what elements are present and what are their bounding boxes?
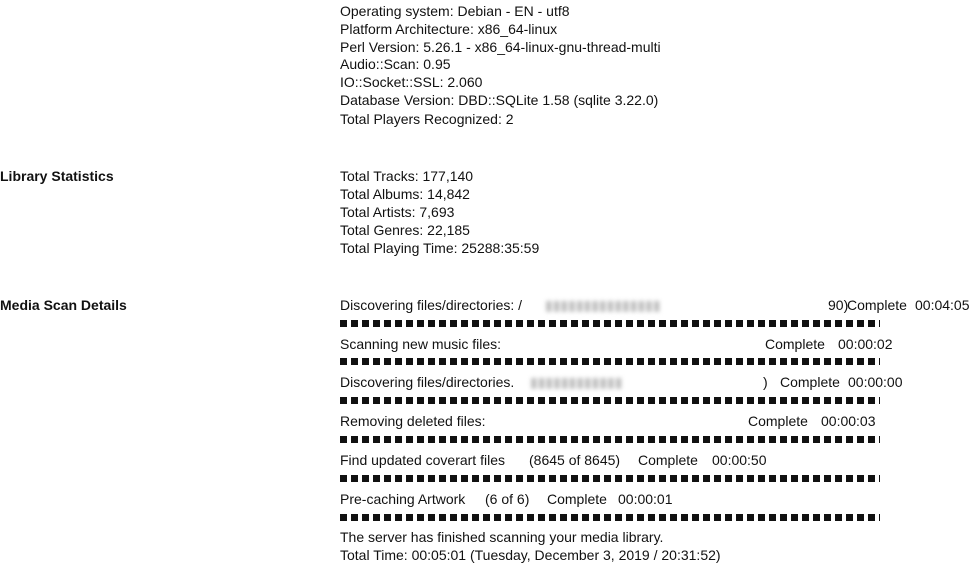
scan-step-name: Removing deleted files:	[340, 413, 486, 429]
redacted-path: ▮▮▮▮▮▮▮▮▮▮▮▮▮▮▮	[545, 297, 661, 313]
scan-step-time: 00:00:01	[618, 491, 673, 507]
scan-total-time: Total Time: 00:05:01 (Tuesday, December 3, 2019 / 20:31:52)	[340, 547, 721, 563]
scan-step-name: Discovering files/directories: /	[340, 297, 523, 313]
scan-step-detail: (6 of 6)	[485, 491, 530, 507]
perl-version: Perl Version: 5.26.1 - x86_64-linux-gnu-thread-multi	[340, 39, 661, 55]
total-genres: Total Genres: 22,185	[340, 222, 470, 238]
progress-bar	[340, 436, 880, 443]
audio-scan-version: Audio::Scan: 0.95	[340, 56, 451, 72]
scan-step-status: Complete	[780, 374, 840, 390]
total-albums: Total Albums: 14,842	[340, 186, 470, 202]
scan-step-discovering-1	[340, 296, 975, 314]
scan-step-name: Discovering files/directories.	[340, 374, 515, 390]
total-players: Total Players Recognized: 2	[340, 111, 514, 127]
scan-step-time: 00:00:03	[821, 413, 876, 429]
media-scan-label: Media Scan Details	[0, 297, 127, 313]
redacted-path: ▮▮▮▮▮▮▮▮▮▮▮▮	[530, 374, 623, 390]
scan-step-status: Complete	[638, 452, 698, 468]
progress-bar	[340, 514, 880, 521]
scan-step-detail: (8645 of 8645)	[529, 452, 621, 468]
scan-step-status: Complete	[847, 297, 907, 313]
database-version: Database Version: DBD::SQLite 1.58 (sqlite 3.22.0)	[340, 92, 659, 108]
scan-step-time: 00:00:00	[848, 374, 903, 390]
scan-finished-message: The server has finished scanning your media library.	[340, 529, 664, 545]
scan-step-time: 00:00:50	[712, 452, 767, 468]
os-info: Operating system: Debian - EN - utf8	[340, 3, 570, 19]
scan-step-status: Complete	[547, 491, 607, 507]
scan-step-scanning	[340, 335, 900, 353]
progress-bar	[340, 358, 880, 365]
platform-architecture: Platform Architecture: x86_64-linux	[340, 21, 558, 37]
library-statistics-label: Library Statistics	[0, 168, 114, 184]
total-tracks: Total Tracks: 177,140	[340, 168, 474, 184]
scan-step-name: Scanning new music files:	[340, 336, 502, 352]
total-playing-time: Total Playing Time: 25288:35:59	[340, 240, 540, 256]
scan-step-status: Complete	[765, 336, 825, 352]
scan-step-name: Find updated coverart files	[340, 452, 505, 468]
scan-step-coverart	[340, 451, 780, 469]
scan-step-name: Pre-caching Artwork	[340, 491, 466, 507]
scan-step-detail: )	[763, 374, 768, 390]
scan-step-discovering-2	[340, 373, 915, 391]
total-artists: Total Artists: 7,693	[340, 204, 455, 220]
scan-step-precaching	[340, 490, 690, 508]
io-socket-ssl-version: IO::Socket::SSL: 2.060	[340, 74, 483, 90]
scan-step-time: 00:04:05	[915, 297, 970, 313]
progress-bar	[340, 397, 880, 404]
scan-step-status: Complete	[748, 413, 808, 429]
scan-step-detail: 90)	[828, 297, 849, 313]
progress-bar	[340, 320, 880, 327]
progress-bar	[340, 475, 880, 482]
scan-step-removing	[340, 412, 885, 430]
scan-step-time: 00:00:02	[838, 336, 893, 352]
